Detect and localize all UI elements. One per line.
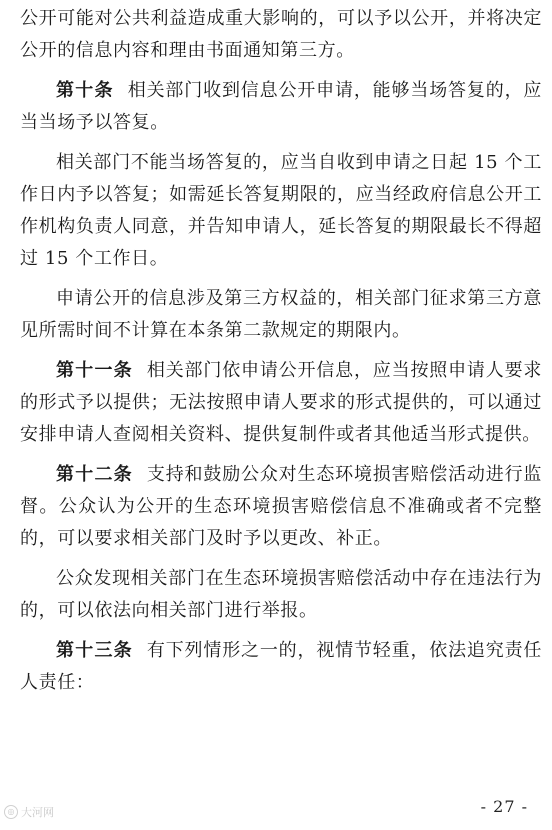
paragraph-2 — [20, 147, 542, 275]
document-body — [20, 3, 542, 707]
article-heading: 第十一条 — [56, 360, 133, 381]
paragraph-text: 有下列情形之一的，视情节轻重，依法追究责任人责任： — [20, 640, 542, 693]
paragraph-text: 支持和鼓励公众对生态环境损害赔偿活动进行监督。公众认为公开的生态环境损害赔偿信息不准确或者不完整的，可以要求相关部门及时予以更改、补正。 — [20, 464, 542, 549]
paragraph-text: 公众发现相关部门在生态环境损害赔偿活动中存在违法行为的，可以依法向相关部门进行举报。 — [20, 568, 542, 621]
paragraph-article-12 — [20, 459, 542, 555]
paragraph-article-13 — [20, 635, 542, 699]
watermark — [4, 804, 54, 820]
paragraph-text: 申请公开的信息涉及第三方权益的，相关部门征求第三方意见所需时间不计算在本条第二款规定的期限内。 — [20, 288, 542, 341]
article-heading: 第十条 — [56, 80, 114, 101]
paragraph-0 — [20, 3, 542, 67]
paragraph-3 — [20, 283, 542, 347]
article-heading: 第十三条 — [56, 640, 133, 661]
watermark-logo-icon: ◎ — [4, 805, 18, 819]
paragraph-6 — [20, 563, 542, 627]
paragraph-article-10 — [20, 75, 542, 139]
watermark-text: 大河网 — [21, 806, 54, 819]
paragraph-article-11 — [20, 355, 542, 451]
page-number: - 27 - — [480, 797, 528, 816]
paragraph-text: 相关部门不能当场答复的，应当自收到申请之日起 15 个工作日内予以答复；如需延长答复期限的，应当经政府信息公开工作机构负责人同意，并告知申请人，延长答复的期限最长不得超过 15 个工作日。 — [20, 152, 542, 269]
paragraph-text: 公开可能对公共利益造成重大影响的，可以予以公开，并将决定公开的信息内容和理由书面通知第三方。 — [20, 8, 542, 61]
paragraph-text: 相关部门收到信息公开申请，能够当场答复的，应当当场予以答复。 — [20, 80, 543, 133]
article-heading: 第十二条 — [56, 464, 133, 485]
paragraph-text: 相关部门依申请公开信息，应当按照申请人要求的形式予以提供；无法按照申请人要求的形式提供的，可以通过安排申请人查阅相关资料、提供复制件或者其他适当形式提供。 — [20, 360, 542, 445]
